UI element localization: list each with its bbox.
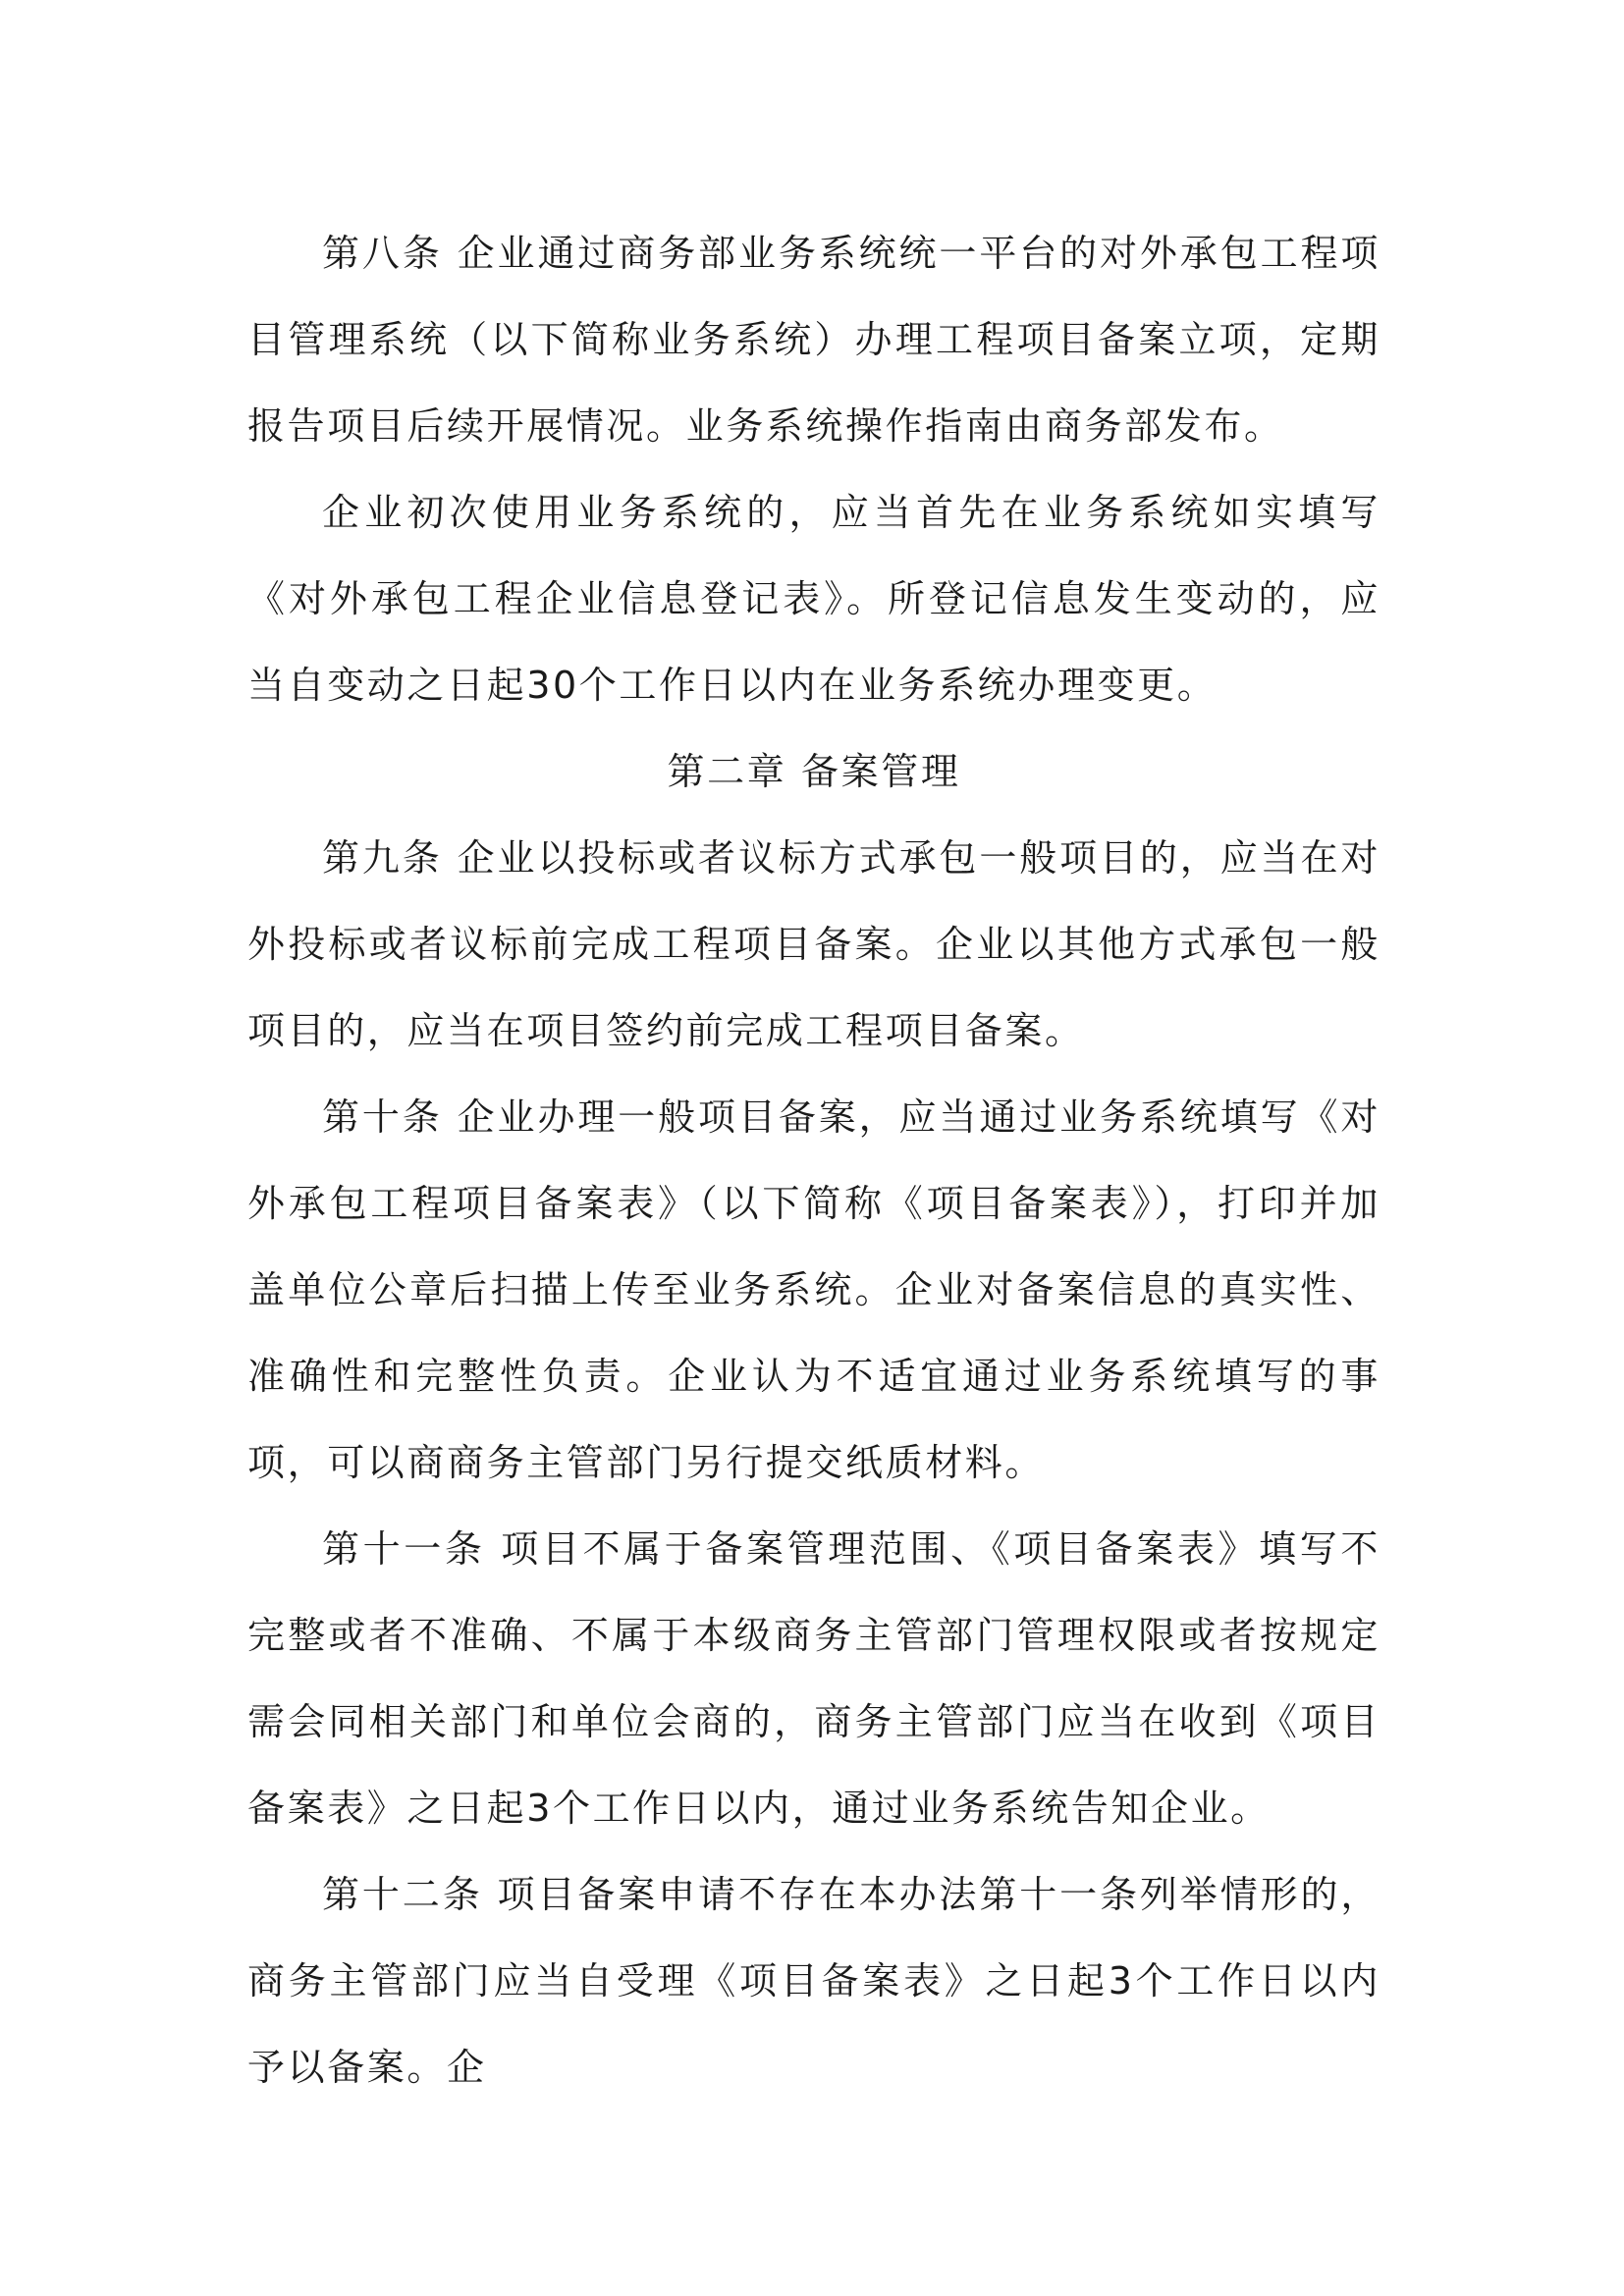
article-8-second-paragraph: 企业初次使用业务系统的，应当首先在业务系统如实填写《对外承包工程企业信息登记表》。所登记信息发生变动的，应当自变动之日起30个工作日以内在业务系统办理变更。 <box>247 491 1380 707</box>
document-body <box>247 210 1380 2110</box>
article-10-paragraph: 第十条 企业办理一般项目备案，应当通过业务系统填写《对外承包工程项目备案表》（以下简称《项目备案表》），打印并加盖单位公章后扫描上传至业务系统。企业对备案信息的真实性、准确性和完整性负责。企业认为不适宜通过业务系统填写的事项，可以商商务主管部门另行提交纸质材料。 <box>247 1095 1380 1484</box>
article-11-paragraph: 第十一条 项目不属于备案管理范围、《项目备案表》填写不完整或者不准确、不属于本级商务主管部门管理权限或者按规定需会同相关部门和单位会商的，商务主管部门应当在收到《项目备案表》之日起3个工作日以内，通过业务系统告知企业。 <box>247 1527 1380 1830</box>
article-8-paragraph: 第八条 企业通过商务部业务系统统一平台的对外承包工程项目管理系统（以下简称业务系统）办理工程项目备案立项，定期报告项目后续开展情况。业务系统操作指南由商务部发布。 <box>247 232 1380 448</box>
article-9-paragraph: 第九条 企业以投标或者议标方式承包一般项目的，应当在对外投标或者议标前完成工程项目备案。企业以其他方式承包一般项目的，应当在项目签约前完成工程项目备案。 <box>247 836 1380 1052</box>
chapter-heading: 第二章 备案管理 <box>667 750 961 793</box>
article-12-paragraph: 第十二条 项目备案申请不存在本办法第十一条列举情形的，商务主管部门应当自受理《项目备案表》之日起3个工作日以内予以备案。企 <box>247 1873 1380 2089</box>
